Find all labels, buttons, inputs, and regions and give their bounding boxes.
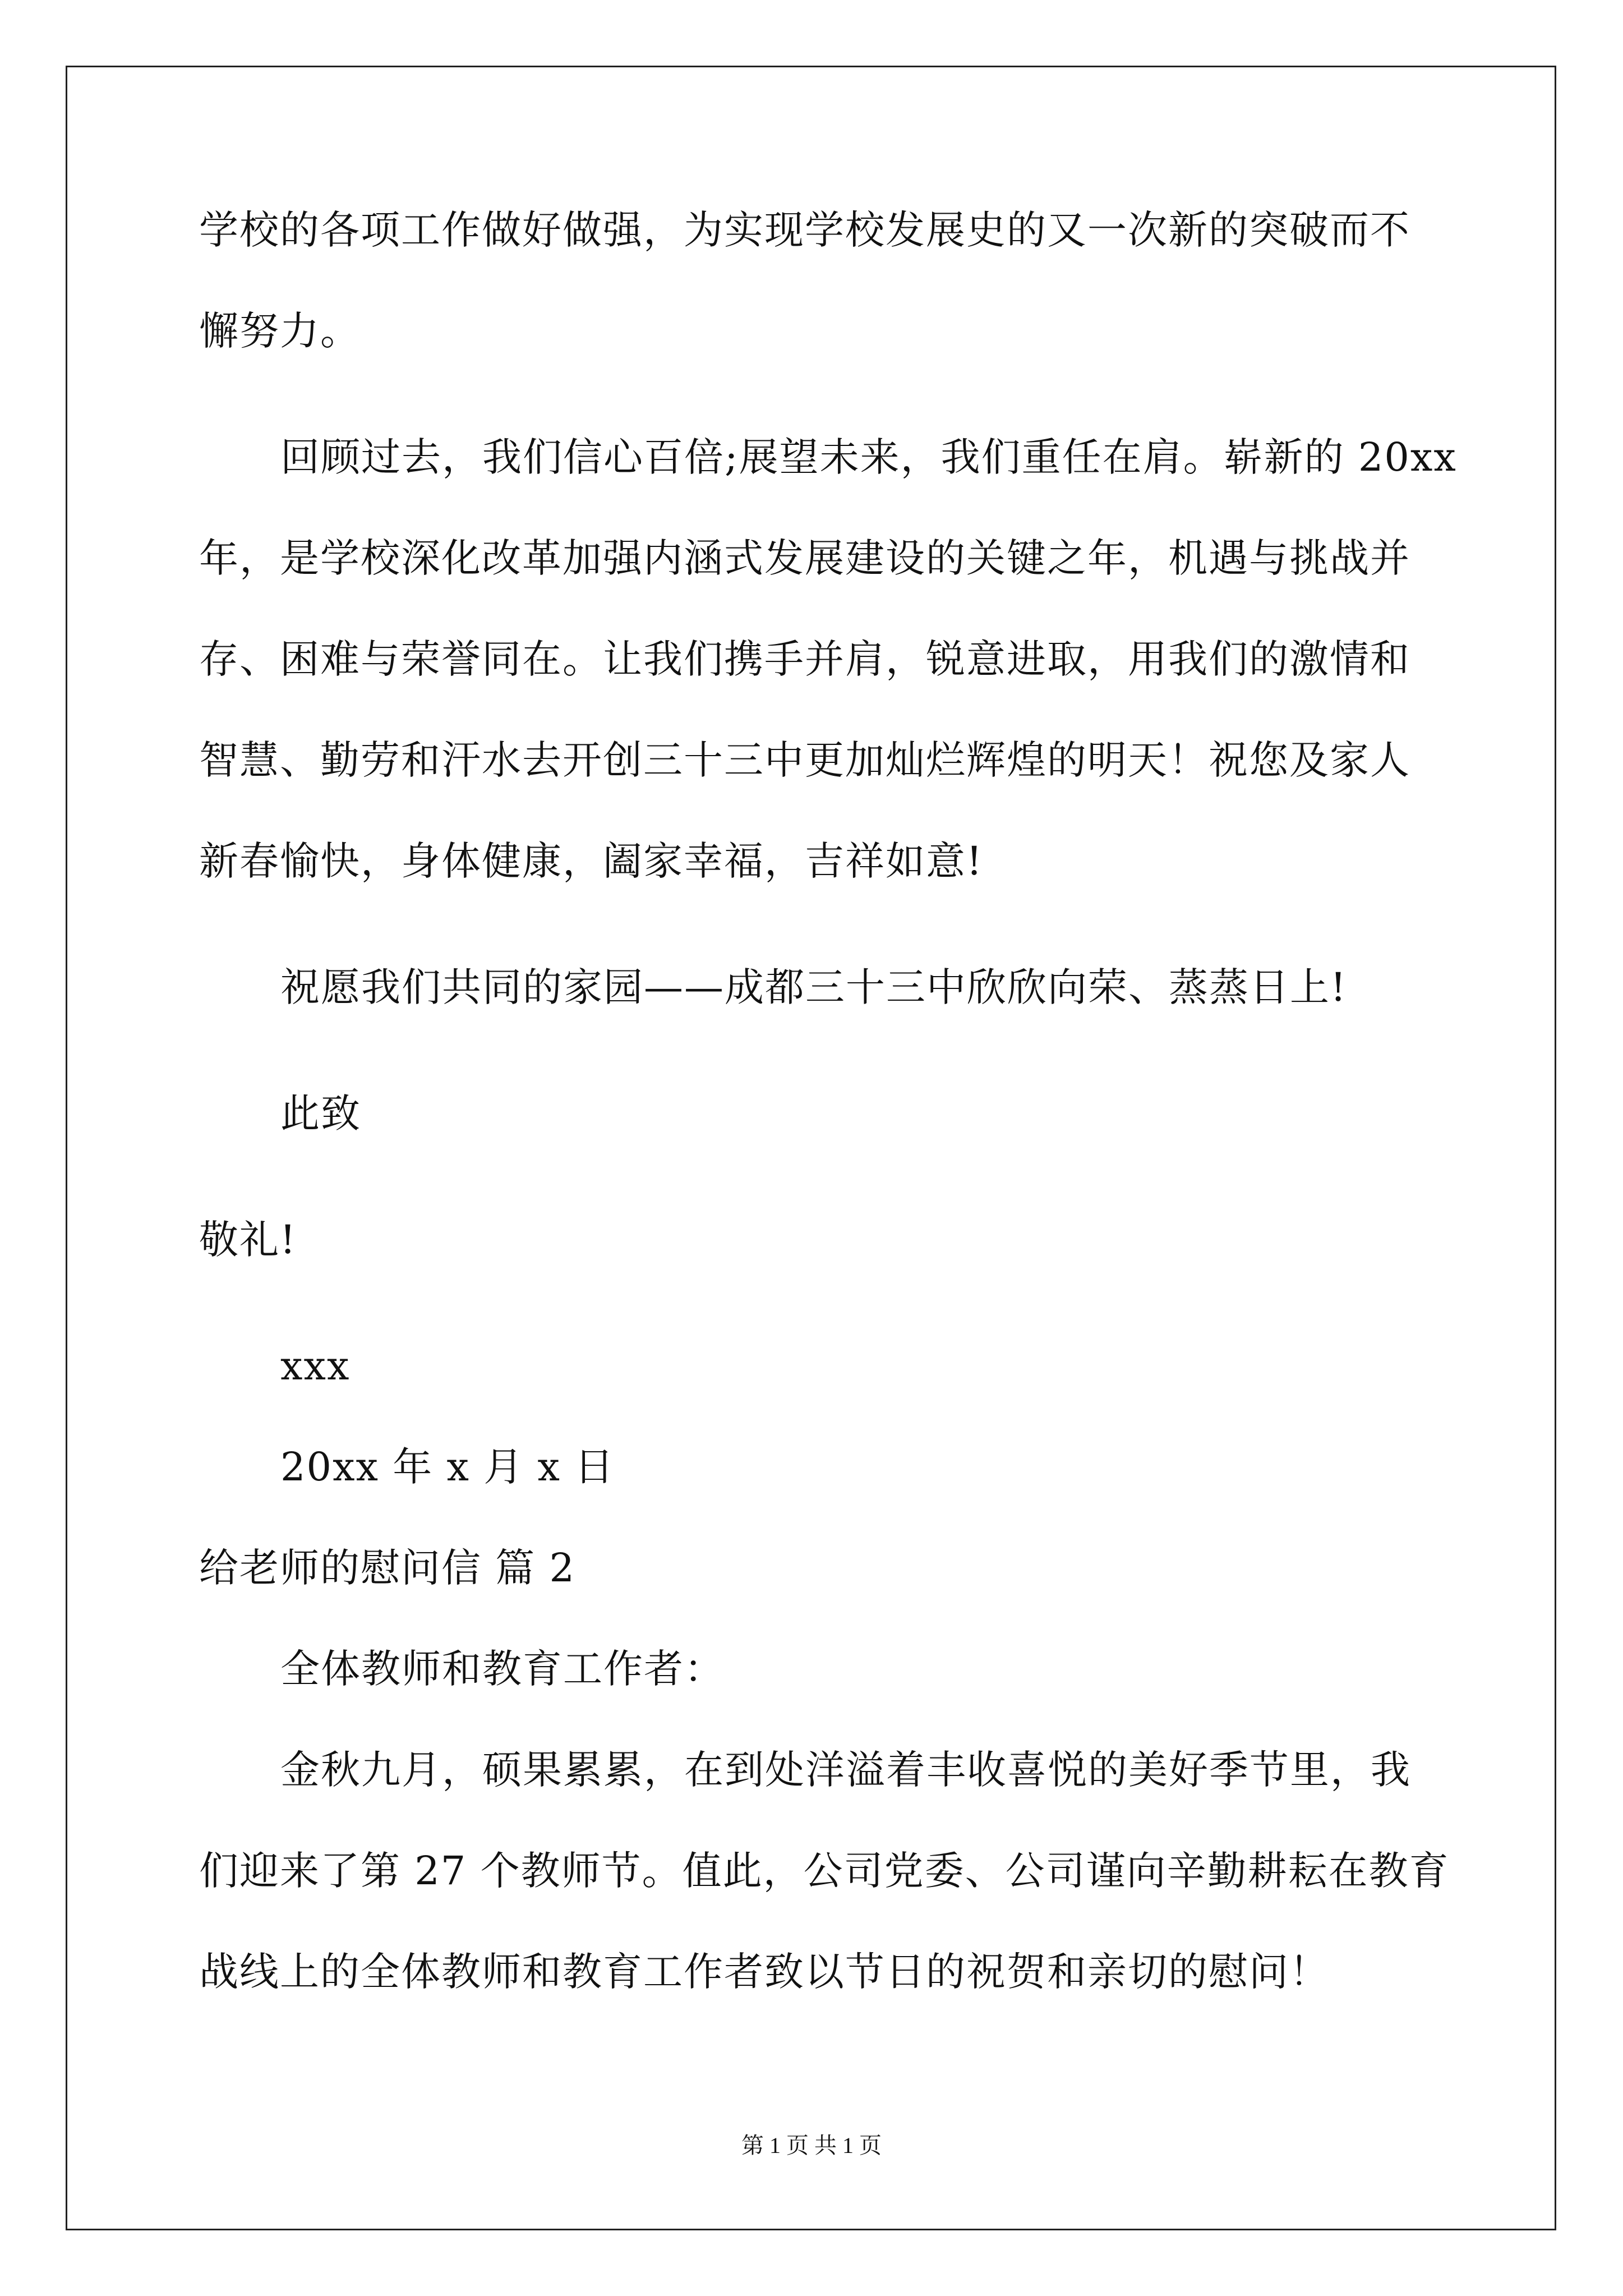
paragraph-line: 回顾过去，我们信心百倍;展望未来，我们重任在肩。崭新的 20xx	[280, 434, 1457, 480]
signature-line: xxx	[280, 1343, 351, 1389]
paragraph-line: 战线上的全体教师和教育工作者致以节日的祝贺和亲切的慰问！	[199, 1949, 1330, 1995]
paragraph-line: 金秋九月，硕果累累，在到处洋溢着丰收喜悦的美好季节里，我	[280, 1747, 1411, 1793]
paragraph-line: 学校的各项工作做好做强，为实现学校发展史的又一次新的突破而不	[199, 207, 1410, 253]
paragraph-line: 新春愉快，身体健康，阖家幸福，吉祥如意!	[199, 838, 984, 884]
paragraph-line: 们迎来了第 27 个教师节。值此，公司党委、公司谨向辛勤耕耘在教育	[199, 1848, 1450, 1894]
paragraph-line: 存、困难与荣誉同在。让我们携手并肩，锐意进取，用我们的激情和	[199, 636, 1410, 682]
closing-line: 此致	[280, 1091, 361, 1137]
paragraph-line: 智慧、勤劳和汗水去开创三十三中更加灿烂辉煌的明天！祝您及家人	[199, 737, 1410, 783]
greeting-line: 全体教师和教育工作者：	[280, 1646, 725, 1692]
page-frame	[66, 66, 1556, 2230]
page-footer: 第 1 页 共 1 页	[741, 2133, 882, 2158]
paragraph-line: 年，是学校深化改革加强内涵式发展建设的关键之年，机遇与挑战并	[199, 535, 1410, 581]
salutation-line: 敬礼!	[199, 1217, 297, 1263]
paragraph-line: 懈努力。	[199, 308, 361, 354]
date-line: 20xx 年 x 月 x 日	[280, 1444, 615, 1490]
section-heading: 给老师的慰问信 篇 2	[199, 1545, 576, 1591]
paragraph-line: 祝愿我们共同的家园——成都三十三中欣欣向荣、蒸蒸日上!	[280, 964, 1348, 1010]
